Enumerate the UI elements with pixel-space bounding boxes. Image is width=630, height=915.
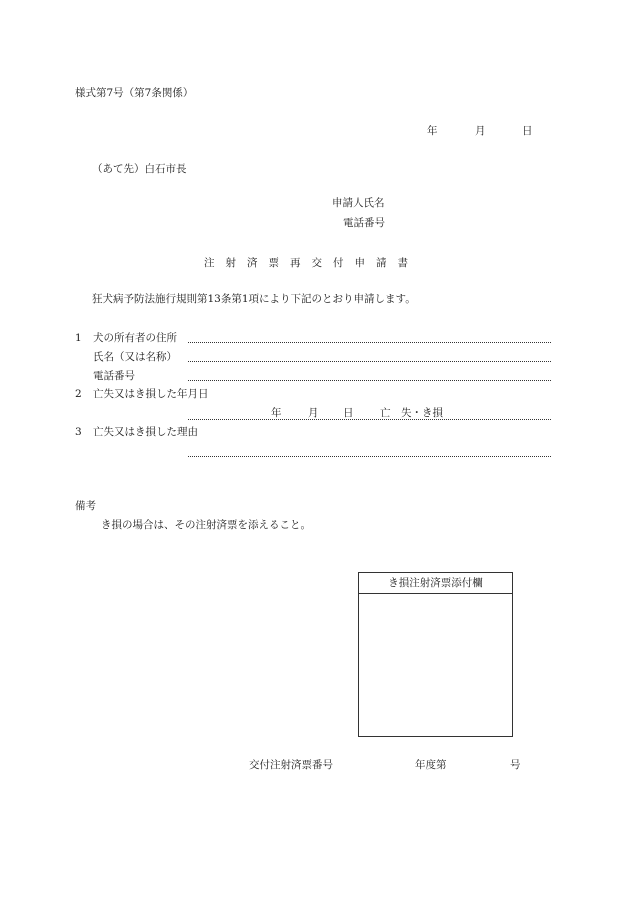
owner-address-line[interactable] xyxy=(188,342,551,343)
date-day-label: 日 xyxy=(522,125,533,137)
date-month-label: 月 xyxy=(475,125,486,137)
remarks-text: き損の場合は、その注射済票を添えること。 xyxy=(101,519,311,531)
loss-date-day-label: 日 xyxy=(343,407,354,419)
owner-phone-label: 電話番号 xyxy=(93,370,135,382)
item-3-number: 3 xyxy=(75,426,82,438)
reason-line[interactable] xyxy=(188,456,551,457)
loss-date-year-label: 年 xyxy=(271,407,282,419)
owner-phone-line[interactable] xyxy=(188,380,551,381)
intro-text: 狂犬病予防法施行規則第13条第1項により下記のとおり申請します。 xyxy=(92,293,416,305)
attachment-box-label: き損注射済票添付欄 xyxy=(359,573,512,594)
owner-name-line[interactable] xyxy=(188,361,551,362)
issue-number-label: 交付注射済票番号 xyxy=(249,759,333,771)
item-2-number: 2 xyxy=(75,388,82,400)
form-number: 様式第7号（第7条関係） xyxy=(75,87,194,99)
loss-date-line[interactable] xyxy=(188,419,551,420)
loss-type-label: 亡 失・き損 xyxy=(380,407,443,419)
loss-date-month-label: 月 xyxy=(308,407,319,419)
addressee: （あて先）白石市長 xyxy=(92,163,187,175)
owner-address-label: 犬の所有者の住所 xyxy=(93,332,177,344)
issue-fiscal-year-label: 年度第 xyxy=(415,759,447,771)
reason-label: 亡失又はき損した理由 xyxy=(93,426,198,438)
applicant-name-label: 申請人氏名 xyxy=(332,197,385,209)
item-1-number: 1 xyxy=(75,332,82,344)
applicant-phone-label: 電話番号 xyxy=(343,217,385,229)
remarks-heading: 備考 xyxy=(75,500,96,512)
attachment-box xyxy=(358,572,513,737)
issue-number-suffix: 号 xyxy=(510,759,521,771)
owner-name-label: 氏名（又は名称） xyxy=(93,351,177,363)
loss-date-label: 亡失又はき損した年月日 xyxy=(93,388,209,400)
document-title: 注射済票再交付申請書 xyxy=(204,257,419,269)
date-year-label: 年 xyxy=(427,125,438,137)
